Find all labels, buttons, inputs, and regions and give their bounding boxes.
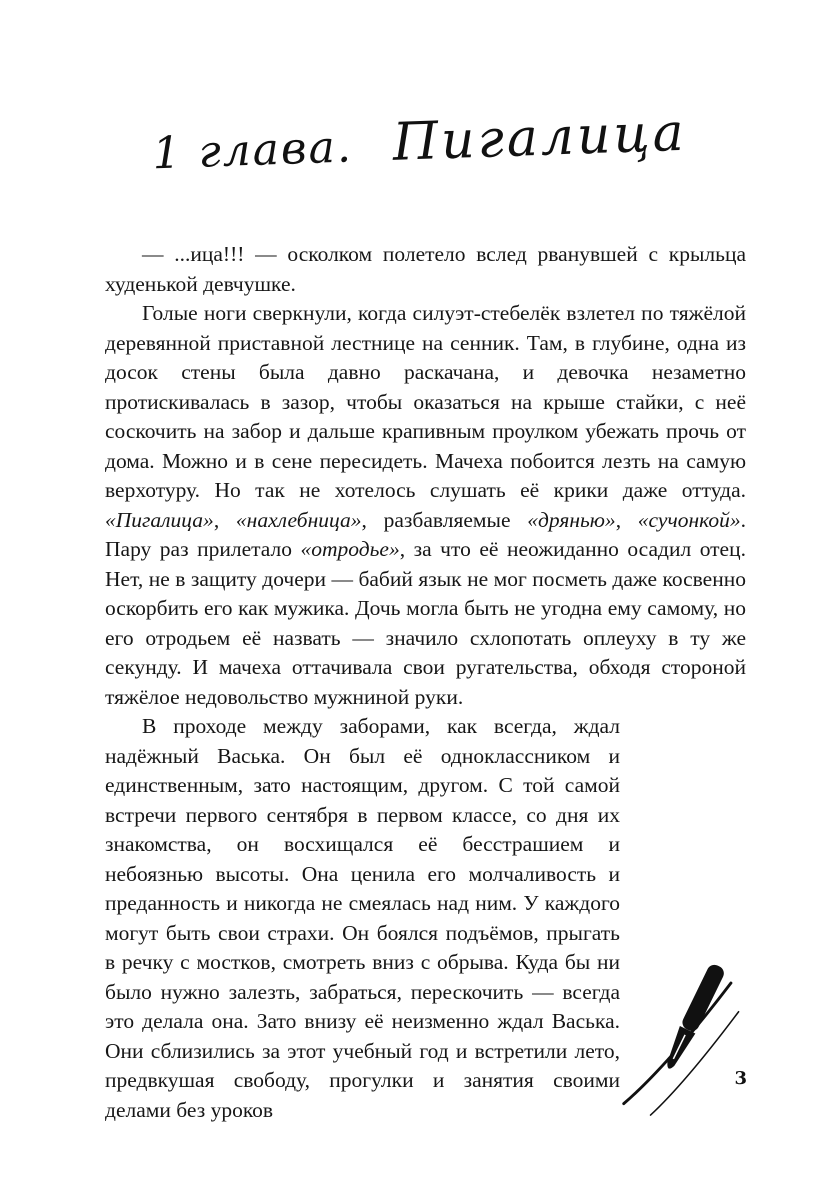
paragraph [105, 712, 746, 1125]
emphasis-text: «Пигалица» [105, 507, 214, 532]
body-text [105, 240, 746, 1125]
text-run: , [615, 507, 638, 532]
ink-pen-icon [618, 958, 752, 1121]
chapter-number: 1 глава. [151, 121, 354, 180]
paragraph [105, 240, 746, 299]
paragraph [105, 299, 746, 712]
page-number: 3 [734, 1068, 747, 1089]
text-run: . Пару раз прилетало [105, 507, 747, 561]
emphasis-text: «сучонкой» [637, 507, 741, 532]
text-run: В проходе между заборами, как всегда, ждал надёжный Васька. Он был её одноклассником и единственным, зато настоящим, другом. С той самой встречи первого сентября в первом классе, со дня их знакомства, он восхищался её бесстрашием и небоязнью высоты. Она ценила его молчаливость и преданность и никогда не смеялась над ним. У каждого могут быть свои страхи. Он боялся подъёмов, прыгать в речку с мостков, смотреть вниз с обрыва. Куда бы ни было нужно залезть, забраться, перескочить — всегда это делала она. Зато внизу её неизменно ждал Васька. Они сблизились за этот учебный год и встретили лето, предвкушая свободу, прогулки и занятия своими делами без уроков [105, 714, 620, 1122]
emphasis-text: «дрянью» [527, 507, 616, 532]
text-run: , за что её неожиданно осадил отец. Нет, не в защиту дочери — бабий язык не мог посметь даже косвенно оскорбить его как мужика. Дочь могла быть не угодна ему самому, но его отродьем её назвать — значило схлопотать оплеуху в ту же секунду. И мачеха оттачивала свои ругательства, обходя стороной тяжёлое недовольство мужниной руки. [105, 537, 746, 709]
text-run: , разбавляемые [361, 507, 528, 532]
emphasis-text: «отродье» [300, 537, 400, 561]
chapter-name: Пигалица [391, 102, 688, 173]
text-run: — ...ица!!! — осколком полетело вслед рванувшей с крыльца худенькой девчушке. [105, 242, 746, 296]
chapter-title [0, 97, 839, 186]
text-run: , [213, 507, 236, 532]
emphasis-text: «нахлебница» [235, 507, 362, 532]
text-run: Голые ноги сверкнули, когда силуэт-стебелёк взлетел по тяжёлой деревянной приставной лестнице на сенник. Там, в глубине, одна из досок стены была давно раскачана, и девочка незаметно протискивалась в зазор, чтобы оказаться на крыше стайки, с неё соскочить на забор и дальше крапивным проулком убежать прочь от дома. Можно и в сене пересидеть. Мачеха побоится лезть на самую верхотуру. Но так не хотелось слушать её крики даже оттуда. [105, 301, 746, 502]
pen-illustration [634, 966, 746, 1094]
